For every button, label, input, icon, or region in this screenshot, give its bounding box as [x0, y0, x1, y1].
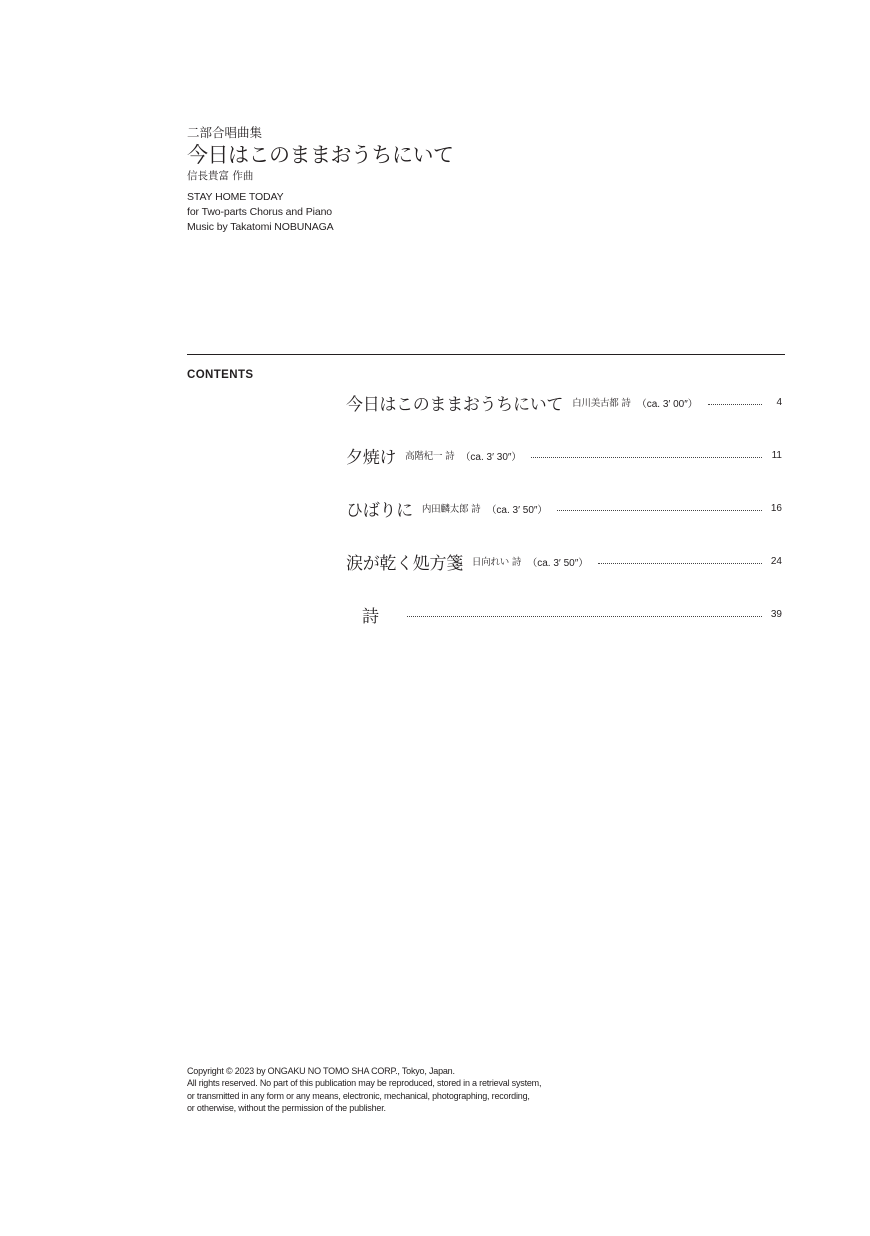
- title-en: STAY HOME TODAY: [187, 191, 284, 203]
- dot-leader: [598, 563, 762, 564]
- toc-entry-credit: 白川美古都 詩: [572, 398, 631, 409]
- contents-heading: CONTENTS: [187, 369, 254, 381]
- toc-entry-page: 39: [770, 608, 782, 620]
- copyright-line: or otherwise, without the permission of the publisher.: [187, 1102, 386, 1113]
- toc-entry-page: 16: [770, 502, 782, 514]
- toc-entry-page: 11: [771, 449, 782, 461]
- toc-entry-page: 24: [770, 555, 782, 567]
- subtitle-en: for Two-parts Chorus and Piano: [187, 206, 333, 218]
- toc-entry-credit: 内田麟太郎 詩: [421, 504, 481, 515]
- copyright-line: or transmitted in any form or any means, electronic, mechanical, photographing, recording,: [187, 1090, 530, 1101]
- toc-entry-duration: （ca. 3′ 50″）: [527, 557, 589, 569]
- toc-entry-credit: 高階杞一 詩: [405, 451, 455, 462]
- toc-entry-duration: （ca. 3′ 00″）: [636, 398, 698, 410]
- composer-credit-en: Music by Takatomi NOBUNAGA: [187, 221, 334, 233]
- toc-entry-duration: （ca. 3′ 50″）: [486, 504, 548, 516]
- toc-entry[interactable]: [346, 547, 782, 575]
- toc-entry-title: ひばりに: [346, 500, 413, 521]
- copyright-line: Copyright © 2023 by ONGAKU NO TOMO SHA CORP., Tokyo, Japan.: [187, 1066, 455, 1076]
- dot-leader: [708, 404, 762, 405]
- divider-rule: [187, 354, 785, 355]
- toc-entry-duration: （ca. 3′ 30″）: [460, 451, 522, 463]
- composer-credit-ja: 信長貴富 作曲: [187, 170, 254, 182]
- copyright-notice: [187, 1065, 567, 1114]
- dot-leader: [407, 616, 762, 617]
- title-block: [187, 124, 587, 235]
- main-title: 今日はこのままおうちにいて: [187, 143, 454, 167]
- toc-entry[interactable]: [346, 388, 782, 416]
- toc-entry-page: 4: [776, 396, 782, 408]
- toc-entry[interactable]: [346, 494, 782, 522]
- toc-entry-title: 今日はこのままおうちにいて: [346, 394, 564, 415]
- table-of-contents: [346, 388, 782, 653]
- series-title: 二部合唱曲集: [187, 125, 263, 140]
- copyright-line: All rights reserved. No part of this publication may be reproduced, stored in a retrieval system,: [187, 1078, 542, 1089]
- toc-entry[interactable]: [346, 441, 782, 469]
- toc-entry[interactable]: [346, 600, 782, 628]
- toc-entry-credit: 日向れい 詩: [471, 557, 522, 568]
- toc-entry-title: 涙が乾く処方箋: [346, 553, 463, 574]
- dot-leader: [531, 457, 762, 458]
- dot-leader: [557, 510, 762, 511]
- toc-entry-title: 詩: [362, 606, 379, 627]
- toc-entry-title: 夕焼け: [346, 447, 397, 468]
